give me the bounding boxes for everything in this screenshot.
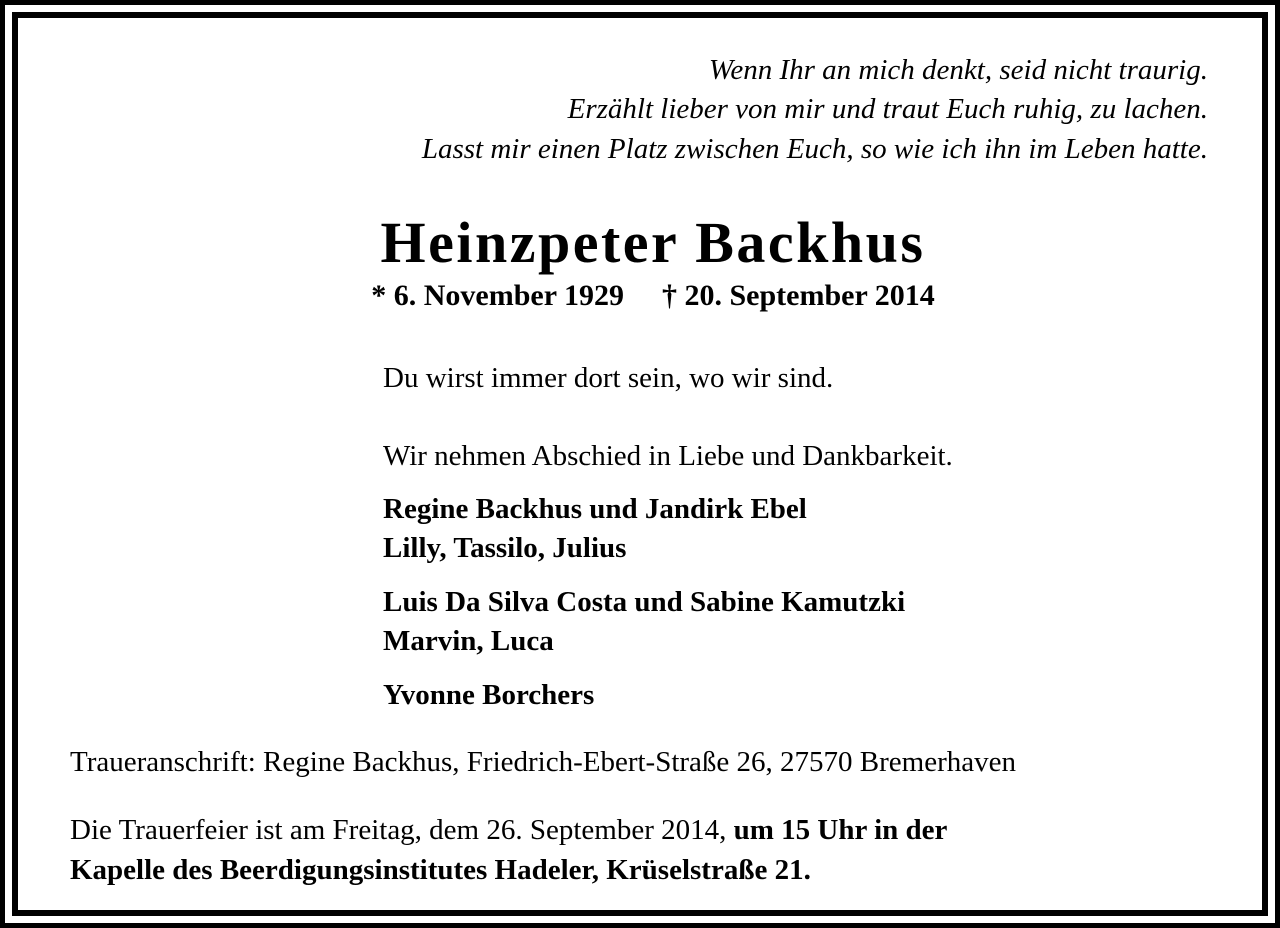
ceremony-date-text: Die Trauerfeier ist am Freitag, dem 26. September 2014, (70, 814, 734, 846)
mourner-group-1-line-2: Lilly, Tassilo, Julius (383, 532, 627, 564)
message-line-2: Wir nehmen Abschied in Liebe und Dankbarkeit. (383, 440, 953, 472)
mourner-group-3-line-1: Yvonne Borchers (383, 679, 595, 711)
mourner-group-1-line-1: Regine Backhus und Jandirk Ebel (383, 493, 807, 525)
ceremony-time-text: um 15 Uhr in der (733, 814, 948, 846)
ceremony-line-1 (70, 816, 947, 845)
ceremony-line-2: Kapelle des Beerdigungsinstitutes Hadeler, Krüselstraße 21. (70, 854, 811, 886)
poem-line-1: Wenn Ihr an mich denkt, seid nicht traurig. (708, 54, 1208, 86)
life-dates (0, 281, 1280, 311)
mourner-group-2-line-1: Luis Da Silva Costa und Sabine Kamutzki (383, 586, 906, 618)
mourning-address: Traueranschrift: Regine Backhus, Friedrich-Ebert-Straße 26, 27570 Bremerhaven (70, 746, 1016, 778)
poem-line-2: Erzählt lieber von mir und traut Euch ruhig, zu lachen. (567, 93, 1208, 125)
poem-line-3: Lasst mir einen Platz zwischen Euch, so wie ich ihn im Leben hatte. (421, 133, 1208, 165)
message-line-1: Du wirst immer dort sein, wo wir sind. (383, 362, 834, 394)
birth-date: * 6. November 1929 (371, 279, 624, 312)
death-date: † 20. September 2014 (661, 279, 935, 312)
deceased-name: Heinzpeter Backhus (380, 210, 926, 275)
mourner-group-2-line-2: Marvin, Luca (383, 625, 554, 657)
